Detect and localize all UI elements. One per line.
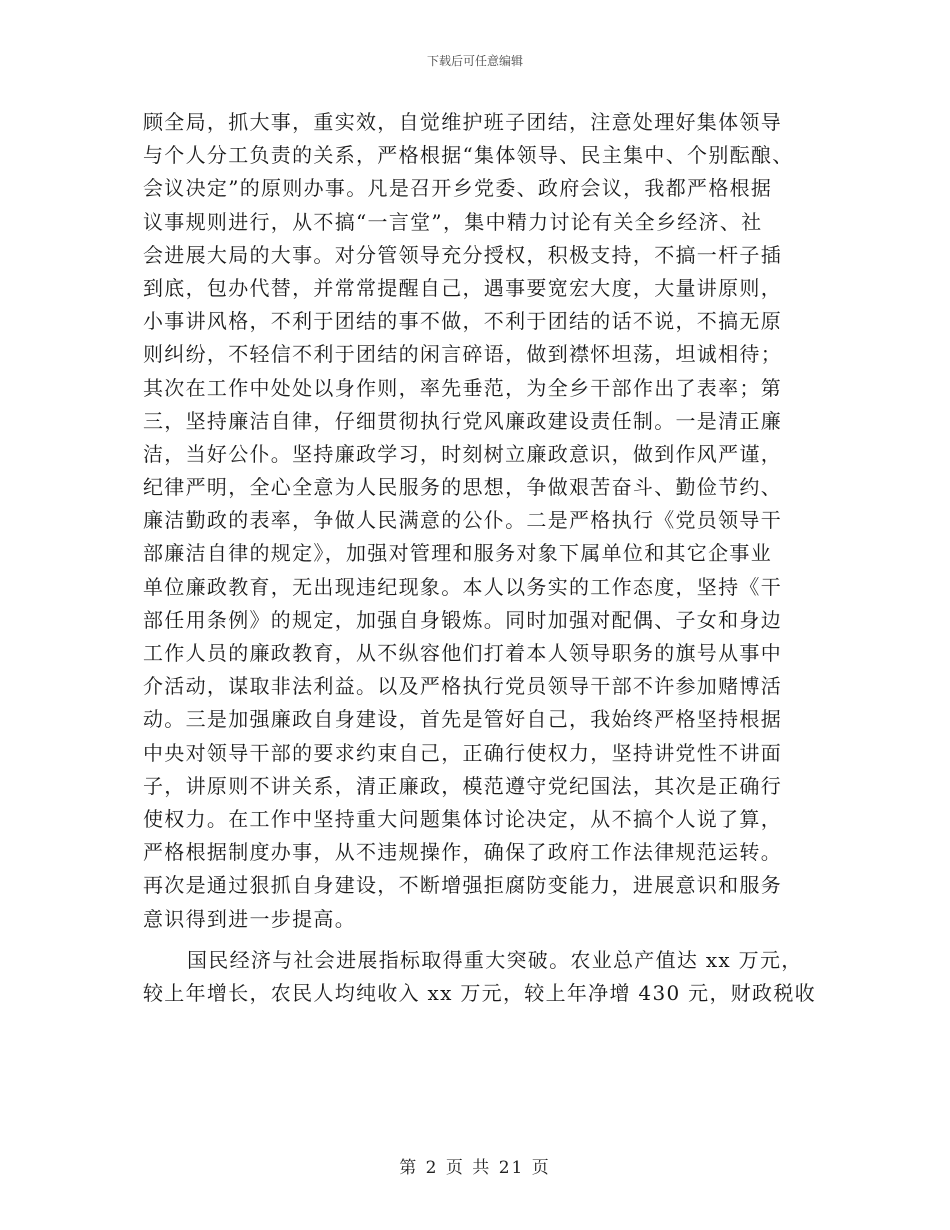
- text-line: 再次是通过狠抓自身建设，不断增强拒腐防变能力，进展意识和服务: [143, 873, 782, 898]
- text-line: 则纠纷，不轻信不利于团结的闲言碎语，做到襟怀坦荡，坦诚相待；: [143, 342, 782, 367]
- text-line: 严格根据制度办事，从不违规操作，确保了政府工作法律规范运转。: [143, 840, 782, 865]
- text-line: 顾全局，抓大事，重实效，自觉维护班子团结，注意处理好集体领导: [143, 110, 782, 134]
- text-line: 意识得到进一步提高。: [143, 906, 356, 931]
- text-line: 其次在工作中处处以身作则，率先垂范，为全乡干部作出了表率；第: [143, 375, 782, 400]
- text-line: 工作人员的廉政教育，从不纵容他们打着本人领导职务的旗号从事中: [143, 641, 782, 665]
- text-line: 议事规则进行，从不搞“一言堂”，集中精力讨论有关全乡经济、社: [143, 209, 763, 234]
- text-line: 三，坚持廉洁自律，仔细贯彻执行党风廉政建设责任制。一是清正廉: [143, 408, 782, 433]
- text-line: 到底，包办代替，并常常提醒自己，遇事要宽宏大度，大量讲原则，: [143, 275, 782, 300]
- text-line: 会进展大局的大事。对分管领导充分授权，积极支持，不搞一杆子插: [143, 242, 782, 267]
- text-line: 中央对领导干部的要求约束自己，正确行使权力，坚持讲党性不讲面: [143, 740, 782, 765]
- text-line: 纪律严明，全心全意为人民服务的思想，争做艰苦奋斗、勤俭节约、: [143, 475, 782, 500]
- text-line: 小事讲风格，不利于团结的事不做，不利于团结的话不说，不搞无原: [143, 309, 782, 334]
- paragraph-spacer: [143, 936, 815, 944]
- text-line: 会议决定”的原则办事。凡是召开乡党委、政府会议，我都严格根据: [143, 176, 773, 201]
- paragraph: [143, 944, 815, 1010]
- page-footer: 第 2 页 共 21 页: [399, 1158, 551, 1178]
- text-line: 部任用条例》的规定，加强自身锻炼。同时加强对配偶、子女和身边: [143, 607, 782, 632]
- document-body: [143, 106, 815, 1010]
- text-line: 使权力。在工作中坚持重大问题集体讨论决定，从不搞个人说了算，: [143, 806, 782, 831]
- text-line: 与个人分工负责的关系，严格根据“集体领导、民主集中、个别酝酿、: [143, 143, 794, 168]
- text-line: 介活动，谋取非法利益。以及严格执行党员领导干部不许参加赌博活: [143, 674, 782, 699]
- text-line: 国民经济与社会进展指标取得重大突破。农业总产值达 xx 万元，: [187, 947, 803, 972]
- text-line: 子，讲原则不讲关系，清正廉政，模范遵守党纪国法，其次是正确行: [143, 773, 782, 798]
- text-line: 较上年增长，农民人均纯收入 xx 万元，较上年净增 430 元，财政税收: [143, 980, 816, 1005]
- text-line: 廉洁勤政的表率，争做人民满意的公仆。二是严格执行《党员领导干: [143, 508, 782, 533]
- paragraph: [143, 106, 815, 936]
- text-line: 单位廉政教育，无出现违纪现象。本人以务实的工作态度，坚持《干: [143, 574, 782, 599]
- page-header: 下载后可任意编辑: [426, 54, 523, 68]
- text-line: 动。三是加强廉政自身建设，首先是管好自己，我始终严格坚持根据: [143, 707, 782, 732]
- text-line: 部廉洁自律的规定》，加强对管理和服务对象下属单位和其它企事业: [143, 541, 772, 566]
- text-line: 洁，当好公仆。坚持廉政学习，时刻树立廉政意识，做到作风严谨，: [143, 441, 782, 466]
